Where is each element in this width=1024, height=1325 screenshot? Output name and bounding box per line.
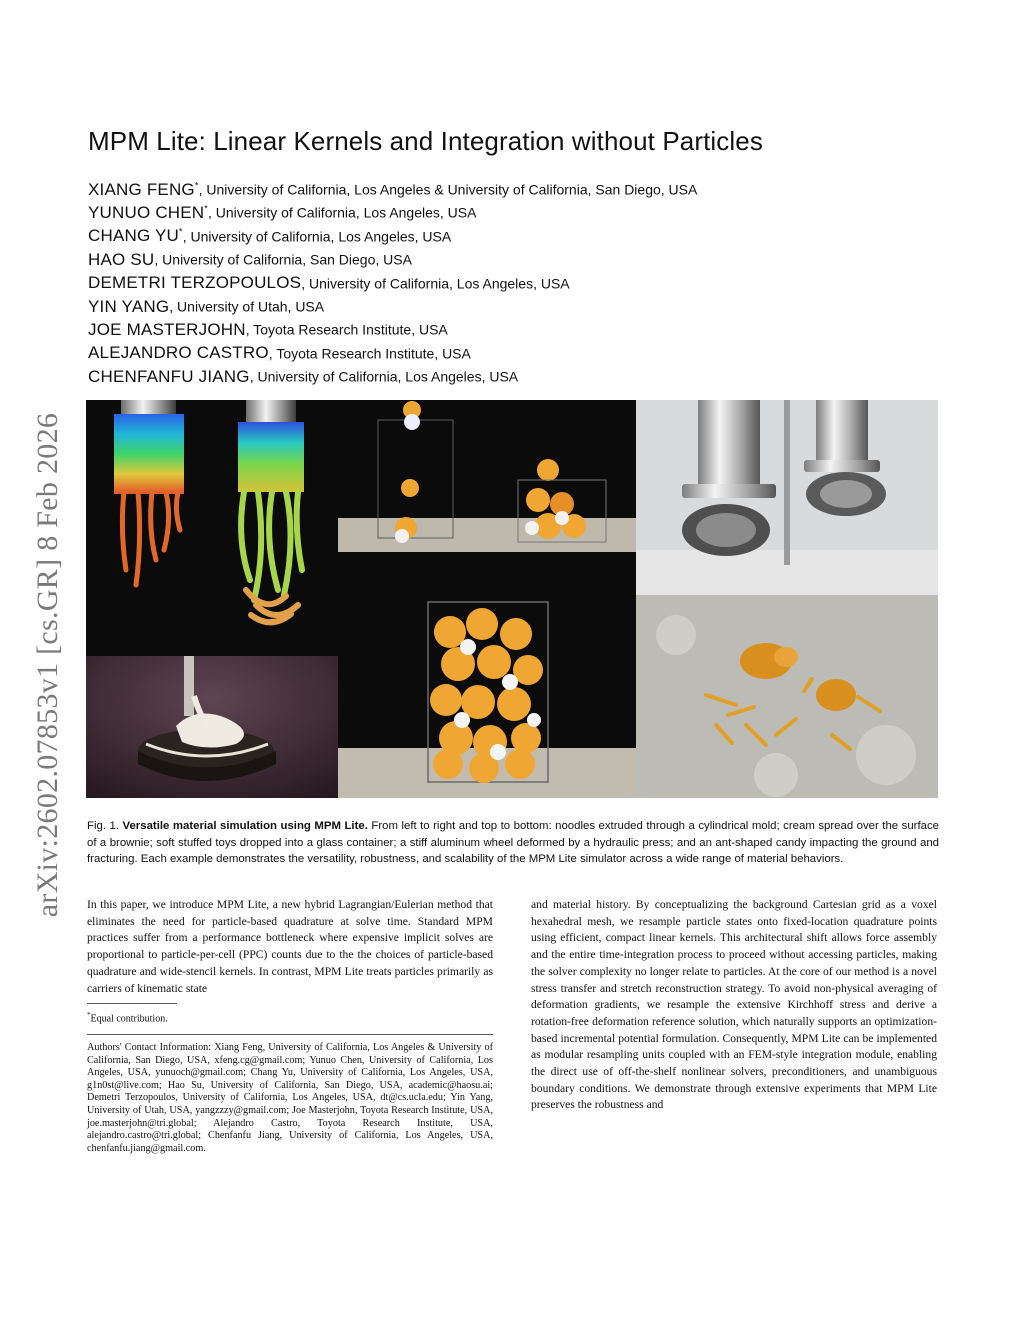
teaser-figure xyxy=(86,400,938,798)
author-name: YIN YANG xyxy=(88,296,170,316)
author-affiliation: , University of California, San Diego, USA xyxy=(154,251,412,268)
figure-caption-text: From left to right and top to bottom: noodles extruded through a cylindrical mold; cream spread over the surface of a brownie; soft stuffed toys dropped into a glass container; a stiff aluminum wheel deformed by a hydraulic press; and an ant-shaped candy impacting the ground and fracturing. Each example demonstrates the versatility, robustness, and scalability of the MPM Lite simulator across a wide range of material behaviors. xyxy=(87,820,939,866)
author-name: CHANG YU* xyxy=(88,226,183,246)
candy-ant-fracture-image xyxy=(636,595,938,798)
author-affiliation: , University of California, Los Angeles, USA xyxy=(249,368,519,385)
author-name: XIANG FENG* xyxy=(88,179,199,199)
footnote-divider xyxy=(87,1003,177,1004)
arxiv-identifier xyxy=(18,380,78,950)
author-name: CHENFANFU JIANG xyxy=(88,366,250,386)
author-name: HAO SU xyxy=(88,249,155,269)
author-line xyxy=(88,268,948,291)
author-line xyxy=(88,197,948,223)
author-affiliation: , University of California, Los Angeles & University of California, San Diego, USA xyxy=(198,181,698,198)
brownie-cream-image xyxy=(86,656,338,798)
figure-caption xyxy=(87,818,939,868)
author-line xyxy=(88,314,948,337)
author-list xyxy=(88,174,948,385)
author-affiliation: , Toyota Research Institute, USA xyxy=(245,322,448,338)
author-affiliation: , University of California, Los Angeles, USA xyxy=(301,275,570,292)
figure-heading: Versatile material simulation using MPM Lite. xyxy=(122,820,368,832)
author-line xyxy=(88,174,948,197)
toys-drop-image-1 xyxy=(338,400,488,552)
noodles-extrusion-image xyxy=(86,400,338,656)
author-line xyxy=(88,291,948,314)
author-line xyxy=(88,361,948,384)
abstract-left-column: In this paper, we introduce MPM Lite, a new hybrid Lagrangian/Eulerian method that eliminates the need for particle-based quadrature at solve time. Standard MPM practices suffer from a performance bottleneck where expensive implicit solves are proportional to particle-per-cell (PPC) counts due to the the choices of particle-based quadrature and wide-stencil kernels. In contrast, MPM Lite treats particles primarily as carriers of kinematic state xyxy=(87,898,493,995)
toys-drop-image-2 xyxy=(488,400,636,552)
author-line xyxy=(88,221,948,244)
author-name: JOE MASTERJOHN xyxy=(88,320,246,339)
figure-label: Fig. 1. xyxy=(87,820,119,832)
author-name: ALEJANDRO CASTRO xyxy=(88,343,269,363)
aluminum-wheel-press-image xyxy=(636,400,938,595)
abstract-right-column: and material history. By conceptualizing the background Cartesian grid as a voxel hexahedral mesh, we resample particle states onto fixed-location quadrature points using efficient, compact linear kernels. This architectural shift allows force assembly and the entire time-integration process to proceed without accessing particles, making the solver complexity no longer relate to particles. At the core of our method is a novel stress transfer and stretch reconstruction strategy. To avoid non-physical averaging of deformation gradients, we resample the extensive Kirchhoff stress and derive a rotation-free deformation reference solution, which naturally supports an optimization-based incremental potential formulation. Consequently, MPM Lite can be implemented as modular resampling units coupled with an FEM-style integration module, enabling the direct use of off-the-shelf nonlinear solvers, preconditioners, and unambiguous boundary conditions. We demonstrate through extensive experiments that MPM Lite preserves the robustness and xyxy=(531,898,937,1112)
author-affiliation: , University of California, Los Angeles, USA xyxy=(208,205,477,222)
author-affiliation: , University of Utah, USA xyxy=(169,298,325,315)
footnote: *Equal contribution. xyxy=(87,1011,168,1025)
author-affiliation: , Toyota Research Institute, USA xyxy=(268,345,471,362)
toys-container-image xyxy=(338,552,636,798)
author-contact-info: Authors' Contact Information: Xiang Feng, University of California, Los Angeles & University of California, San Diego, USA, xfeng.cg@gmail.com; Yunuo Chen, University of California, Los Angeles, USA, yunuoch@gmail.com; Chang Yu, University of California, Los Angeles, USA, g1n0st@live.com; Hao Su, University of California, San Diego, USA, academic@haosu.ai; Demetri Terzopoulos, University of California, Los Angeles, USA, dt@cs.ucla.edu; Yin Yang, University of Utah, USA, yangzzzy@gmail.com; Joe Masterjohn, Toyota Research Institute, USA, joe.masterjohn@tri.global; Alejandro Castro, Toyota Research Institute, USA, alejandro.castro@tri.global; Chenfanfu Jiang, University of California, Los Angeles, USA, chenfanfu.jiang@gmail.com. xyxy=(87,1042,493,1154)
author-affiliation: , University of California, Los Angeles, USA xyxy=(182,228,452,245)
author-name: DEMETRI TERZOPOULOS xyxy=(88,273,302,293)
author-name: YUNUO CHEN* xyxy=(88,203,208,223)
author-line xyxy=(88,244,948,267)
arxiv-identifier-text: arXiv:2602.07853v1 [cs.GR] 8 Feb 2026 xyxy=(31,412,64,918)
contact-divider xyxy=(87,1034,493,1035)
author-line xyxy=(88,338,948,361)
paper-title: MPM Lite: Linear Kernels and Integration without Particles xyxy=(88,126,763,156)
